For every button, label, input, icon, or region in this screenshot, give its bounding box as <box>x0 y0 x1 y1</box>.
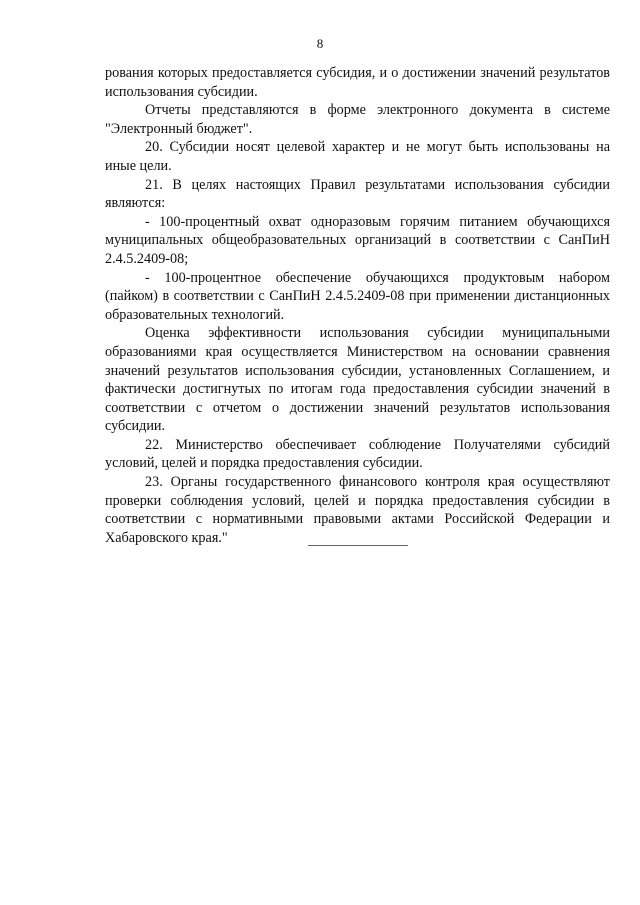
paragraph-reports: Отчеты представляются в форме электронного документа в системе "Электронный бюджет". <box>105 102 610 137</box>
end-separator-line <box>308 545 408 546</box>
paragraph-item-23: 23. Органы государственного финансового контроля края осуществляют проверки соблюдения условий, целей и порядка предоставления субсидии в соответствии с нормативными правовыми актами Российской Федерации и Хабаровского края." <box>105 474 610 546</box>
paragraph-item-22: 22. Министерство обеспечивает соблюдение Получателями субсидий условий, целей и порядка предоставления субсидии. <box>105 436 610 472</box>
paragraph-efficiency-assessment: Оценка эффективности использования субсидии муниципальными образованиями края осуществляется Министерством на основании сравнения значений результатов использования субсидии, установленных Соглашением, и фактически достигнутых по итогам года предоставления субсидии значений в соответствии с отчетом о достижении значений результатов использования субсидии. <box>105 325 610 435</box>
paragraph-item-20: 20. Субсидии носят целевой характер и не могут быть использованы на иные цели. <box>105 139 610 174</box>
paragraph-item-21: 21. В целях настоящих Правил результатами использования субсидии являются: <box>105 176 610 212</box>
paragraph-result-meals: - 100-процентный охват одноразовым горячим питанием обучающихся муниципальных общеобразовательных организаций в соответствии с СанПиН 2.4.5.2409-08; <box>105 213 610 267</box>
document-body <box>105 64 610 547</box>
paragraph-result-food-sets: - 100-процентное обеспечение обучающихся продуктовым набором (пайком) в соответствии с СанПиН 2.4.5.2409-08 при применении дистанционных образовательных технологий. <box>105 269 610 323</box>
paragraph-continuation: рования которых предоставляется субсидия, и о достижении значений результатов использования субсидии. <box>105 65 610 100</box>
page-number: 8 <box>316 36 324 51</box>
